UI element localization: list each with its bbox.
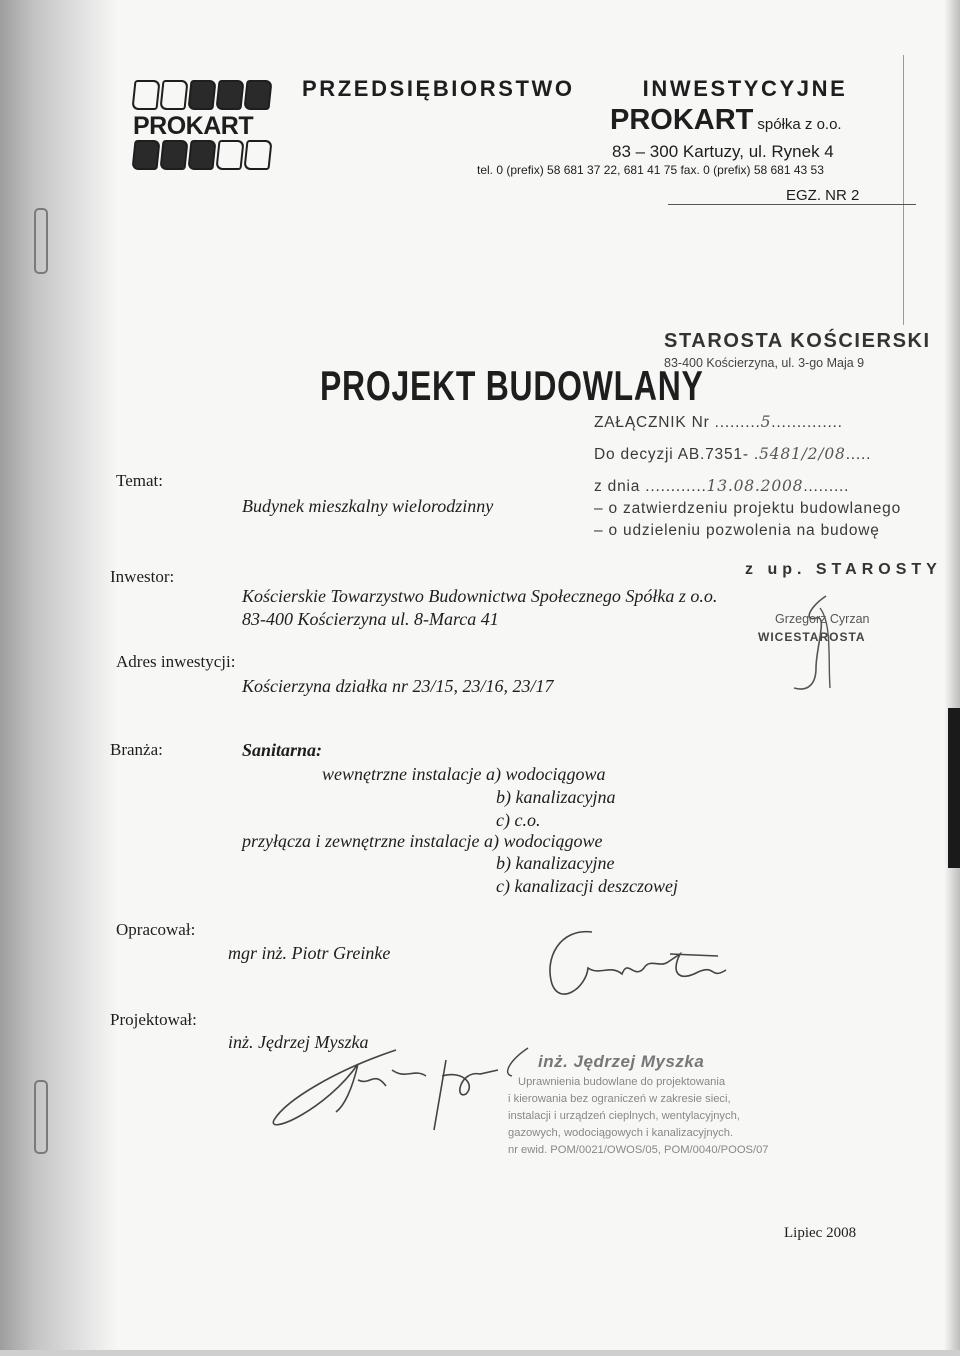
- designer-stamp-line: i kierowania bez ograniczeń w zakresie sieci,: [508, 1093, 731, 1105]
- binder-tab: [948, 708, 960, 868]
- prepared-by: mgr inż. Piotr Greinke: [228, 943, 391, 963]
- internal-installations: [322, 764, 605, 785]
- myszka-signature: [266, 1040, 536, 1140]
- designer-stamp-name: inż. Jędrzej Myszka: [538, 1052, 705, 1071]
- branch-label: Branża:: [110, 740, 163, 759]
- page-edge-bottom: [0, 1350, 960, 1356]
- branch-name: Sanitarna:: [242, 740, 323, 760]
- external-item: c) kanalizacji deszczowej: [496, 876, 678, 896]
- internal-item: c) c.o.: [496, 810, 541, 830]
- company-address: 83 – 300 Kartuzy, ul. Rynek 4: [612, 142, 834, 161]
- stamp-decision-no: 5481/2/08: [759, 445, 846, 463]
- stamp-signer-name: Grzegorz Cyrzan: [775, 612, 870, 626]
- internal-title: wewnętrzne instalacje: [322, 764, 482, 784]
- designed-label: Projektował:: [110, 1010, 197, 1029]
- investor-address: 83-400 Kościerzyna ul. 8-Marca 41: [242, 609, 499, 629]
- binder-clip-bottom: [34, 1080, 48, 1154]
- site-label: Adres inwestycji:: [116, 652, 236, 671]
- stamp-date: z dnia ............13.08.2008.........: [594, 477, 850, 495]
- stamp-line-permit: – o udzieleniu pozwolenia na budowę: [594, 522, 880, 539]
- company-line-b: INWESTYCYJNE: [642, 76, 848, 101]
- designer-stamp-line: nr ewid. POM/0021/OWOS/05, POM/0040/POOS/07: [508, 1144, 769, 1156]
- external-title: przyłącza i zewnętrzne instalacje: [242, 831, 480, 851]
- stamp-decision: Do decyzji AB.7351- .5481/2/08.....: [594, 445, 872, 463]
- header-rule: [668, 204, 916, 205]
- stamp-attachment-no: 5: [760, 413, 772, 431]
- stamp-line-approval: – o zatwierdzeniu projektu budowlanego: [594, 500, 902, 517]
- company-line-a: PRZEDSIĘBIORSTWO: [302, 76, 575, 101]
- external-item: a) wodociągowe: [483, 831, 603, 851]
- copy-number: EGZ. NR 2: [786, 187, 860, 204]
- logo-text: PROKART: [133, 112, 254, 140]
- page-edge-right: [944, 0, 960, 1356]
- stamp-office: STAROSTA KOŚCIERSKI: [664, 330, 931, 352]
- page-fold-line: [903, 55, 904, 325]
- topic-label: Temat:: [116, 471, 163, 490]
- stamp-attachment: ZAŁĄCZNIK Nr .........5..............: [594, 413, 843, 431]
- stamp-signer-title: WICESTAROSTA: [758, 630, 866, 644]
- stamp-office-address: 83-400 Kościerzyna, ul. 3-go Maja 9: [664, 356, 865, 370]
- vice-starost-signature: [786, 588, 842, 698]
- greinke-signature: [530, 918, 730, 1008]
- designer-stamp-line: gazowych, wodociągowych i kanalizacyjnych.: [508, 1127, 734, 1139]
- designer-stamp-line: Uprawnienia budowlane do projektowania: [518, 1076, 726, 1088]
- topic-value: Budynek mieszkalny wielorodzinny: [242, 496, 494, 516]
- stamp-date-value: 13.08.2008: [706, 477, 804, 495]
- internal-item: b) kanalizacyjna: [496, 787, 616, 807]
- external-installations: [242, 831, 602, 852]
- prepared-label: Opracował:: [116, 920, 196, 939]
- binding-shadow: [0, 0, 118, 1356]
- company-name: PROKART spółka z o.o.: [610, 104, 842, 136]
- company-line: [302, 76, 847, 102]
- company-logo: [133, 80, 277, 172]
- external-item: b) kanalizacyjne: [496, 853, 615, 873]
- designed-by: inż. Jędrzej Myszka: [228, 1032, 369, 1052]
- binder-clip-top: [34, 208, 48, 274]
- document-date: Lipiec 2008: [784, 1225, 857, 1241]
- site-value: Kościerzyna działka nr 23/15, 23/16, 23/17: [242, 676, 554, 696]
- investor-label: Inwestor:: [110, 567, 175, 586]
- stamp-on-behalf: z up. STAROSTY: [745, 561, 942, 578]
- company-contact: tel. 0 (prefix) 58 681 37 22, 681 41 75 fax. 0 (prefix) 58 681 43 53: [477, 163, 824, 177]
- document-title: PROJEKT BUDOWLANY: [320, 362, 704, 409]
- investor-name: Kościerskie Towarzystwo Budownictwa Społecznego Spółka z o.o.: [242, 586, 718, 606]
- internal-item: a) wodociągowa: [485, 764, 606, 784]
- company-form: spółka z o.o.: [757, 116, 842, 133]
- designer-stamp-line: instalacji i urządzeń cieplnych, wentylacyjnych,: [508, 1110, 740, 1122]
